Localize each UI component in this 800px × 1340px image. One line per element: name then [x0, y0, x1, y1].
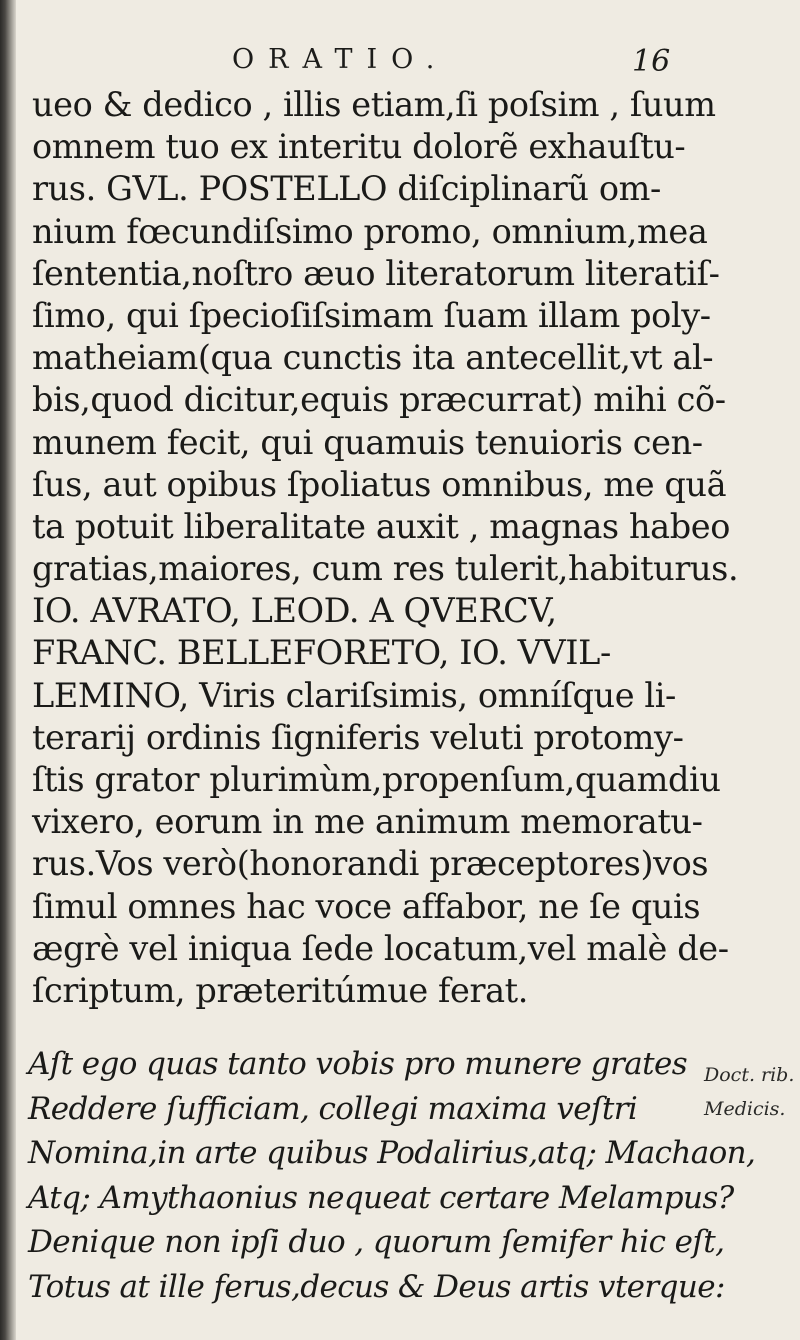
- text-line: omnem tuo ex interitu dolorẽ exhauſtu-: [32, 127, 686, 167]
- text-line: ſus, aut opibus ſpoliatus omnibus, me quã: [32, 464, 727, 504]
- running-title: ORATIO.: [232, 44, 449, 75]
- text-line: terarij ordinis ſigniferis veluti protomy-: [32, 717, 684, 757]
- marginal-note-line: Medicis.: [704, 1098, 786, 1120]
- text-line: gratias,maiores, cum res tulerit,habiturus.: [32, 549, 739, 589]
- verse-line: Totus at ille ferus,decus & Deus artis vterque:: [28, 1268, 725, 1305]
- text-line: munem fecit, qui quamuis tenuioris cen-: [32, 422, 703, 462]
- verse-line: Reddere ſufficiam, collegi maxima veſtri: [28, 1090, 638, 1127]
- text-line: ta potuit liberalitate auxit , magnas habeo: [32, 506, 730, 546]
- text-line: LEMINO, Viris clariſsimis, omníſque li-: [32, 675, 676, 715]
- text-line: matheiam(qua cunctis ita antecellit,vt al-: [32, 338, 714, 378]
- text-line: ſimo, qui ſpecioſiſsimam ſuam illam poly-: [32, 295, 711, 335]
- page-gutter-shadow: [0, 0, 16, 1340]
- text-line: ueo & dedico , illis etiam,ſi poſsim , ſuum: [32, 85, 716, 124]
- text-line: ſimul omnes hac voce affabor, ne ſe quis: [32, 886, 701, 926]
- verse-line: Nomina,in arte quibus Podalirius,atq; Machaon,: [28, 1135, 756, 1171]
- text-line: FRANC. BELLEFORETO, IO. VVIL-: [32, 633, 611, 673]
- verse-line: Aſt ego quas tanto vobis pro munere grates: [28, 1046, 688, 1082]
- text-line: ſcriptum, præteritúmue ferat.: [32, 970, 528, 1010]
- verse-line: Denique non ipſi duo , quorum ſemifer hic eſt,: [28, 1224, 725, 1260]
- text-line: rus. GVL. POSTELLO diſciplinarũ om-: [32, 169, 661, 209]
- page-number: 16: [632, 44, 671, 79]
- text-line: ſtis grator plurimùm,propenſum,quamdiu: [32, 760, 721, 799]
- page-header: [0, 44, 800, 84]
- text-line: nium fœcundiſsimo promo, omnium,mea: [32, 211, 708, 251]
- text-line: bis,quod dicitur,equis præcurrat) mihi cõ-: [32, 380, 726, 420]
- body-text: [32, 84, 739, 1012]
- marginal-note: [704, 1058, 796, 1126]
- text-line: vixero, eorum in me animum memoratu-: [32, 802, 703, 842]
- text-line: IO. AVRATO, LEOD. A QVERCV,: [32, 591, 557, 631]
- marginal-note-line: Doct. rib.: [704, 1064, 795, 1086]
- text-line: ſententia,noſtro æuo literatorum literatiſ-: [32, 253, 720, 293]
- text-line: ægrè vel iniqua ſede locatum,vel malè de-: [32, 928, 729, 968]
- text-line: rus.Vos verò(honorandi præceptores)vos: [32, 844, 709, 884]
- verse-line: Atq; Amythaonius nequeat certare Melampus?: [28, 1179, 734, 1216]
